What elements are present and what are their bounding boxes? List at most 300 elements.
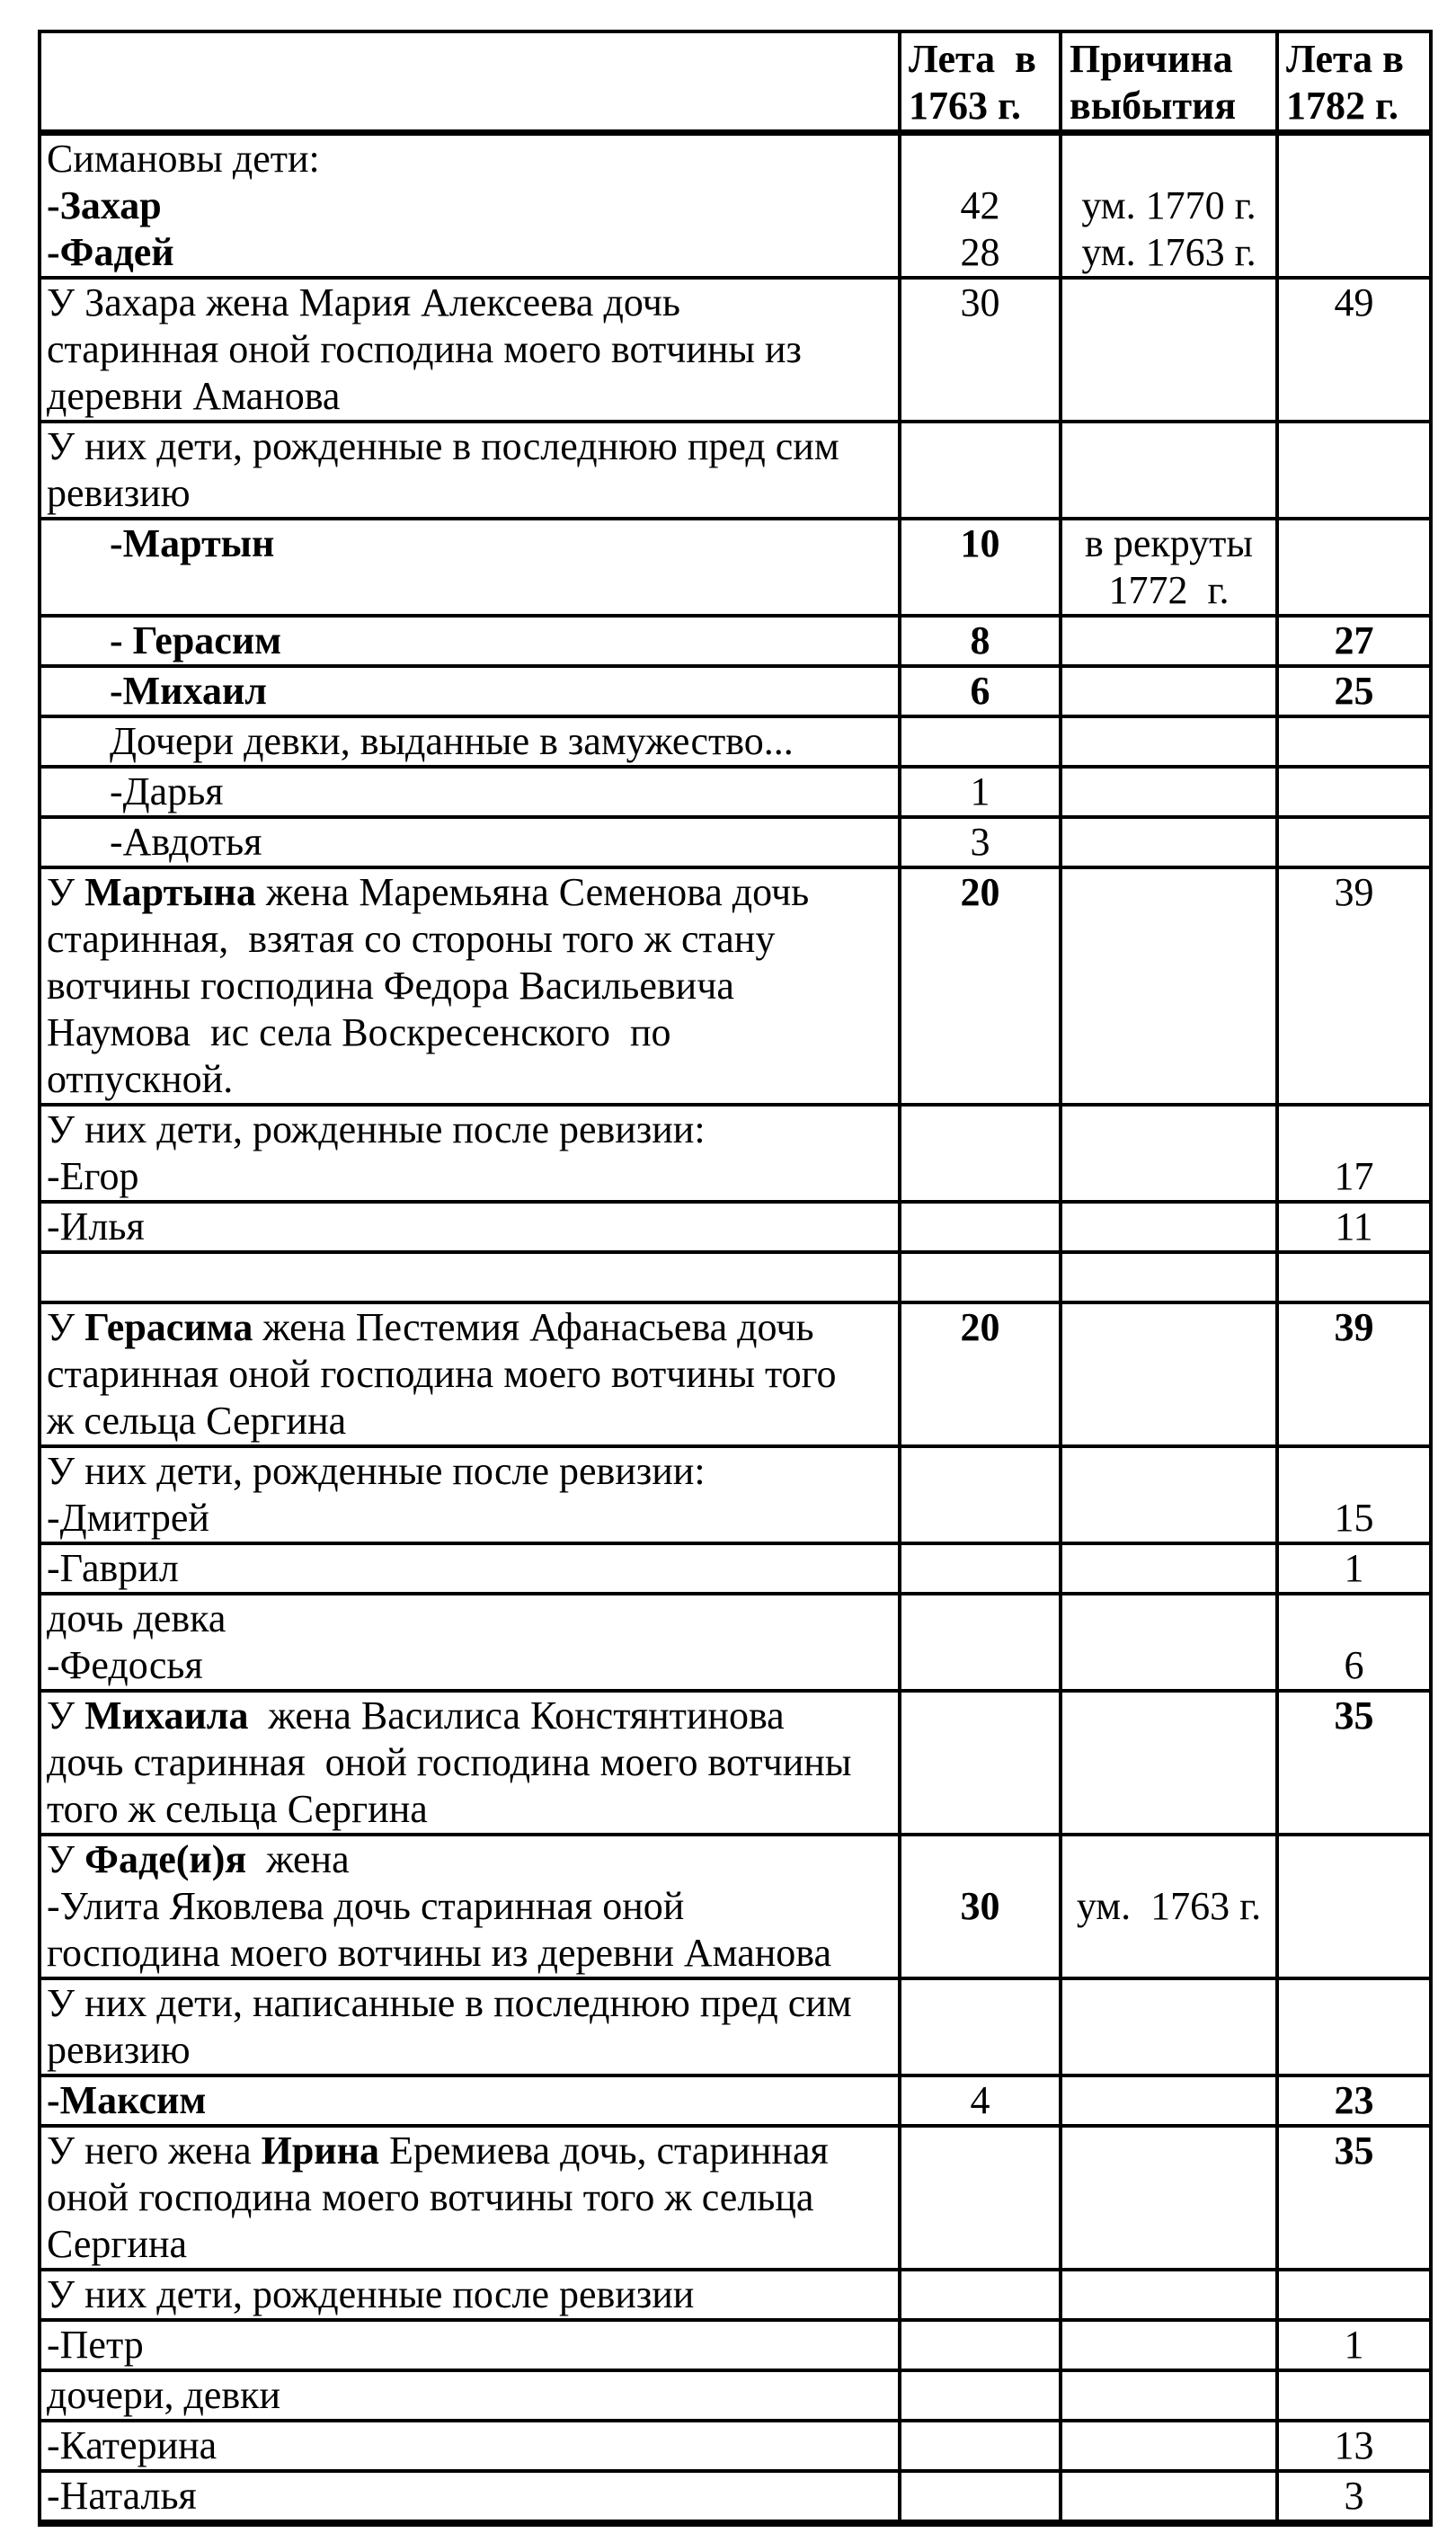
cell-age-1763 (901, 1448, 1062, 1542)
text-line (1070, 83, 1275, 129)
text: У (47, 1693, 85, 1738)
text-line (1279, 2077, 1429, 2124)
cell-name (41, 2473, 901, 2520)
table-row (41, 2077, 1429, 2128)
cell-cause (1062, 1304, 1279, 1444)
table-row (41, 1836, 1429, 1980)
table-row (41, 2128, 1429, 2271)
cell-age-1782 (1279, 2271, 1429, 2318)
text: 1 (1344, 2323, 1364, 2367)
table-row (41, 2271, 1429, 2322)
cell-name (41, 136, 901, 276)
text: 17 (1334, 1154, 1374, 1198)
table-row (41, 2422, 1429, 2473)
text: У них дети, рожденные после ревизии: (47, 1449, 706, 1493)
text-line (1062, 182, 1275, 229)
text: 3 (970, 820, 990, 864)
text-line (901, 2077, 1059, 2124)
text: -Наталья (47, 2474, 197, 2518)
cell-age-1763 (901, 2077, 1062, 2124)
cell-cause (1062, 1448, 1279, 1542)
cell-age-1763 (901, 2271, 1062, 2318)
cell-cause (1062, 280, 1279, 420)
cell-cause (1062, 769, 1279, 815)
text: У них дети, написанные в последнюю пред сим (47, 1981, 852, 2025)
bold-text: Михаила (84, 1693, 249, 1738)
text: 28 (960, 230, 1000, 274)
text: 1 (1344, 1546, 1364, 1590)
cell-age-1782 (1279, 718, 1429, 765)
text: деревни Аманова (47, 374, 341, 418)
cell-name (41, 1204, 901, 1250)
bold-text: 6 (970, 669, 990, 713)
text-line (47, 1009, 898, 1056)
cell-age-1763 (901, 1980, 1062, 2074)
text-line (1062, 136, 1275, 182)
header-cell-cause (1062, 33, 1279, 129)
text-line (901, 280, 1059, 326)
text-line (1279, 1204, 1429, 1250)
table-row (41, 668, 1429, 718)
cell-age-1763 (901, 2128, 1062, 2268)
text-line (901, 1883, 1059, 1930)
text-line (110, 520, 898, 567)
cell-age-1763 (901, 423, 1062, 517)
cell-cause (1062, 2077, 1279, 2124)
text-line (47, 1545, 898, 1592)
text: -Федосья (47, 1643, 203, 1687)
text: дочери, девки (47, 2373, 281, 2417)
cell-name (41, 1545, 901, 1592)
cell-age-1782 (1279, 280, 1429, 420)
cell-age-1763 (901, 1107, 1062, 1200)
text-line (1279, 2322, 1429, 2369)
cell-name (41, 1595, 901, 1689)
cell-age-1763 (901, 869, 1062, 1103)
cell-age-1763 (901, 136, 1062, 276)
cell-age-1782 (1279, 2077, 1429, 2124)
bold-text: Ирина (261, 2129, 380, 2173)
cell-cause (1062, 819, 1279, 866)
text: 15 (1334, 1496, 1374, 1540)
text: в рекруты (1085, 521, 1253, 565)
text-line (47, 1304, 898, 1351)
text-line (47, 1351, 898, 1398)
text-line (1279, 869, 1429, 916)
text: господина моего вотчины из деревни Аманова (47, 1931, 831, 1975)
text-line (47, 1786, 898, 1833)
cell-age-1763 (901, 280, 1062, 420)
text-line (47, 2473, 898, 2520)
table-row (41, 1595, 1429, 1693)
text-line (47, 1980, 898, 2027)
text: У них дети, рожденные после ревизии: (47, 1107, 706, 1151)
text-line (1279, 618, 1429, 664)
table-row (41, 819, 1429, 869)
cell-age-1763 (901, 1304, 1062, 1444)
text: жена Василиса Констянтинова (248, 1693, 785, 1738)
text: 39 (1334, 870, 1374, 914)
bold-text: -Захар (47, 183, 162, 227)
bold-text: Герасима (84, 1305, 253, 1349)
cell-name (41, 618, 901, 664)
bold-text: - Герасим (110, 618, 282, 662)
cell-age-1782 (1279, 618, 1429, 664)
text-line (1279, 1448, 1429, 1495)
text: У него жена (47, 2129, 262, 2173)
cell-age-1763 (901, 1693, 1062, 1833)
text-line (909, 36, 1059, 83)
text: У (47, 1837, 85, 1881)
text: отпускной. (47, 1057, 234, 1101)
bold-text: 20 (960, 1305, 1000, 1349)
text: 42 (960, 183, 1000, 227)
cell-name (41, 1107, 901, 1200)
text-line (47, 1693, 898, 1739)
cell-age-1763 (901, 2322, 1062, 2369)
text: 6 (1344, 1643, 1364, 1687)
text-line (47, 2372, 898, 2419)
cell-age-1782 (1279, 136, 1429, 276)
bold-text: -Фадей (47, 230, 174, 274)
text-line (901, 1836, 1059, 1883)
cell-age-1782 (1279, 819, 1429, 866)
cell-name (41, 280, 901, 420)
cell-age-1763 (901, 1204, 1062, 1250)
cell-age-1782 (1279, 1545, 1429, 1592)
text: 49 (1334, 280, 1374, 324)
text: того ж сельца Сергина (47, 1787, 428, 1831)
text: У (47, 870, 85, 914)
bold-text: -Мартын (110, 521, 275, 565)
text: У (47, 1305, 85, 1349)
text: Наумова ис села Воскресенского по (47, 1010, 671, 1054)
cell-cause (1062, 1254, 1279, 1301)
text-line (901, 229, 1059, 276)
cell-name (41, 2128, 901, 2268)
header-cell-name (41, 33, 901, 129)
bold-text: 25 (1334, 669, 1374, 713)
text: ум. 1763 г. (1081, 230, 1256, 274)
text-line (47, 1930, 898, 1977)
text-line (901, 769, 1059, 815)
text-line (47, 2027, 898, 2074)
cell-name (41, 1304, 901, 1444)
cell-cause (1062, 2422, 1279, 2469)
table-row (41, 769, 1429, 819)
text-line (47, 182, 898, 229)
cell-cause (1062, 1595, 1279, 1689)
text-line (1279, 1495, 1429, 1542)
text-line (1279, 1693, 1429, 1739)
table-row (41, 280, 1429, 423)
text: У них дети, рожденные после ревизии (47, 2272, 695, 2316)
cell-name (41, 1693, 901, 1833)
cell-name (41, 718, 901, 765)
cell-cause (1062, 2372, 1279, 2419)
cell-age-1763 (901, 769, 1062, 815)
text: -Дарья (110, 769, 224, 813)
text-line (47, 326, 898, 373)
cell-age-1782 (1279, 1595, 1429, 1689)
cell-age-1782 (1279, 1107, 1429, 1200)
cell-cause (1062, 1980, 1279, 2074)
cell-age-1782 (1279, 1836, 1429, 1977)
table-row (41, 1693, 1429, 1836)
table-row (41, 2322, 1429, 2372)
text-line (47, 1642, 898, 1689)
cell-cause (1062, 2271, 1279, 2318)
text-line (1062, 229, 1275, 276)
cell-age-1782 (1279, 1304, 1429, 1444)
cell-cause (1062, 2473, 1279, 2520)
cell-cause (1062, 869, 1279, 1103)
text: -Илья (47, 1204, 145, 1249)
bold-text: 35 (1334, 2129, 1374, 2173)
text-line (1062, 567, 1275, 614)
cell-name (41, 1980, 901, 2074)
revision-table (38, 30, 1433, 2527)
cell-age-1763 (901, 520, 1062, 614)
cell-age-1782 (1279, 2473, 1429, 2520)
text: 3 (1344, 2474, 1364, 2518)
text-line (47, 1204, 898, 1250)
text: У Захара жена Мария Алексеева дочь (47, 280, 680, 324)
cell-cause (1062, 1204, 1279, 1250)
text: старинная, взятая со стороны того ж стану (47, 917, 776, 961)
text-line (1062, 1836, 1275, 1883)
text-line (1279, 1107, 1429, 1153)
text-line (47, 1495, 898, 1542)
table-row (41, 2372, 1429, 2422)
cell-name (41, 423, 901, 517)
text-line (1279, 1642, 1429, 1689)
table-row (41, 423, 1429, 520)
cell-age-1782 (1279, 1448, 1429, 1542)
text-line (901, 668, 1059, 715)
cell-age-1782 (1279, 520, 1429, 614)
table-row (41, 1980, 1429, 2077)
cell-name (41, 769, 901, 815)
cell-cause (1062, 2128, 1279, 2268)
cell-name (41, 1836, 901, 1977)
text-line (47, 2271, 898, 2318)
bold-text: 1782 г. (1286, 84, 1399, 128)
text-line (47, 229, 898, 276)
cell-age-1782 (1279, 869, 1429, 1103)
text: -Дмитрей (47, 1496, 209, 1540)
text-line (47, 2077, 898, 2124)
text-line (1279, 1545, 1429, 1592)
text-line (47, 916, 898, 963)
cell-cause (1062, 1545, 1279, 1592)
table-row (41, 136, 1429, 280)
text-line (1279, 1595, 1429, 1642)
bold-text: 23 (1334, 2078, 1374, 2122)
text-line (110, 718, 898, 765)
cell-age-1782 (1279, 1204, 1429, 1250)
text: старинная оной господина моего вотчины из (47, 327, 802, 371)
text-line (110, 819, 898, 866)
bold-text: 39 (1334, 1305, 1374, 1349)
text: ж сельца Сергина (47, 1399, 347, 1443)
text: 13 (1334, 2423, 1374, 2467)
text-line (47, 1836, 898, 1883)
header-row (41, 33, 1429, 136)
cell-name (41, 520, 901, 614)
cell-age-1782 (1279, 668, 1429, 715)
text-line (1070, 36, 1275, 83)
table-row (41, 520, 1429, 618)
cell-cause (1062, 1107, 1279, 1200)
cell-cause (1062, 2322, 1279, 2369)
text: ум. 1763 г. (1076, 1884, 1262, 1928)
text: 11 (1335, 1204, 1373, 1249)
text: дочь старинная оной господина моего вотчины (47, 1740, 852, 1784)
bold-text: 10 (960, 521, 1000, 565)
text: ревизию (47, 2028, 191, 2072)
text-line (47, 2174, 898, 2221)
header-cell-age-1782 (1279, 33, 1429, 129)
text-line (901, 136, 1059, 182)
text: дочь девка (47, 1596, 226, 1640)
text: жена Пестемия Афанасьева дочь (253, 1305, 814, 1349)
text-line (901, 182, 1059, 229)
bold-text: 8 (970, 618, 990, 662)
header-cell-age-1763 (901, 33, 1062, 129)
text-line (1062, 520, 1275, 567)
text: Еремиева дочь, старинная (379, 2129, 829, 2173)
cell-age-1782 (1279, 1254, 1429, 1301)
cell-cause (1062, 718, 1279, 765)
text: 30 (960, 280, 1000, 324)
table-row (41, 718, 1429, 769)
cell-name (41, 2422, 901, 2469)
text: -Петр (47, 2323, 144, 2367)
bold-text: 1763 г. (909, 84, 1022, 128)
cell-age-1763 (901, 819, 1062, 866)
text: жена Маремьяна Семенова дочь (255, 870, 810, 914)
cell-age-1782 (1279, 769, 1429, 815)
text: 4 (970, 2078, 990, 2122)
bold-text: 35 (1334, 1693, 1374, 1738)
cell-age-1763 (901, 668, 1062, 715)
bold-text: 27 (1334, 618, 1374, 662)
text-line (47, 1056, 898, 1103)
text-line (1279, 668, 1429, 715)
bold-text: Мартына (84, 870, 256, 914)
text: оной господина моего вотчины того ж сельца (47, 2175, 814, 2219)
text: Симановы дети: (47, 137, 320, 181)
cell-age-1782 (1279, 2422, 1429, 2469)
bold-text: Лета в (1286, 37, 1404, 81)
text-line (1279, 1304, 1429, 1351)
table-row (41, 1304, 1429, 1448)
cell-cause (1062, 668, 1279, 715)
cell-cause (1062, 520, 1279, 614)
text-line (1286, 36, 1429, 83)
cell-name (41, 2271, 901, 2318)
text-line (1279, 2422, 1429, 2469)
cell-age-1782 (1279, 1980, 1429, 2074)
text-line (47, 280, 898, 326)
cell-age-1763 (901, 1836, 1062, 1977)
text: жена (246, 1837, 350, 1881)
table-row (41, 1448, 1429, 1545)
cell-name (41, 1254, 901, 1301)
text-line (1286, 83, 1429, 129)
text: вотчины господина Федора Васильевича (47, 964, 734, 1008)
text-line (110, 668, 898, 715)
text-line (110, 769, 898, 815)
text-line (47, 2322, 898, 2369)
cell-cause (1062, 1836, 1279, 1977)
text: 1 (970, 769, 990, 813)
text-line (1279, 2473, 1429, 2520)
cell-age-1763 (901, 718, 1062, 765)
table-row (41, 1254, 1429, 1304)
cell-cause (1062, 618, 1279, 664)
bold-text: Фаде(и)я (84, 1837, 247, 1881)
cell-age-1782 (1279, 423, 1429, 517)
cell-cause (1062, 136, 1279, 276)
text-line (47, 1107, 898, 1153)
table-row (41, 618, 1429, 668)
text-line (47, 470, 898, 517)
cell-name (41, 2322, 901, 2369)
cell-name (41, 819, 901, 866)
bold-text: Причина (1070, 37, 1233, 81)
text: -Улита Яковлева дочь старинная оной (47, 1884, 685, 1928)
bold-text: -Михаил (110, 669, 267, 713)
text: -Егор (47, 1154, 139, 1198)
text: ум. 1770 г. (1081, 183, 1256, 227)
cell-name (41, 2077, 901, 2124)
text-line (1279, 1153, 1429, 1200)
bold-text: 20 (960, 870, 1000, 914)
text-line (47, 2221, 898, 2268)
text-line (47, 136, 898, 182)
table-row (41, 869, 1429, 1107)
text-line (47, 963, 898, 1009)
text-line (909, 83, 1059, 129)
text-line (47, 1398, 898, 1444)
text-line (1279, 2128, 1429, 2174)
table-row (41, 1204, 1429, 1254)
table-row (41, 2473, 1429, 2523)
text: -Гаврил (47, 1546, 179, 1590)
text-line (1062, 1883, 1275, 1930)
table-row (41, 1545, 1429, 1595)
text-line (110, 618, 898, 664)
text-line (47, 1883, 898, 1930)
text-line (901, 819, 1059, 866)
text-line (47, 869, 898, 916)
text-line (901, 618, 1059, 664)
text-line (47, 1254, 898, 1301)
text: -Катерина (47, 2423, 218, 2467)
bold-text: 30 (960, 1884, 1000, 1928)
text-line (901, 520, 1059, 567)
bold-text: -Максим (47, 2078, 207, 2122)
text: У них дети, рожденные в последнюю пред сим (47, 424, 839, 468)
text-line (47, 1739, 898, 1786)
cell-age-1763 (901, 1545, 1062, 1592)
cell-age-1763 (901, 1595, 1062, 1689)
text-line (901, 869, 1059, 916)
cell-cause (1062, 423, 1279, 517)
text-line (1279, 280, 1429, 326)
